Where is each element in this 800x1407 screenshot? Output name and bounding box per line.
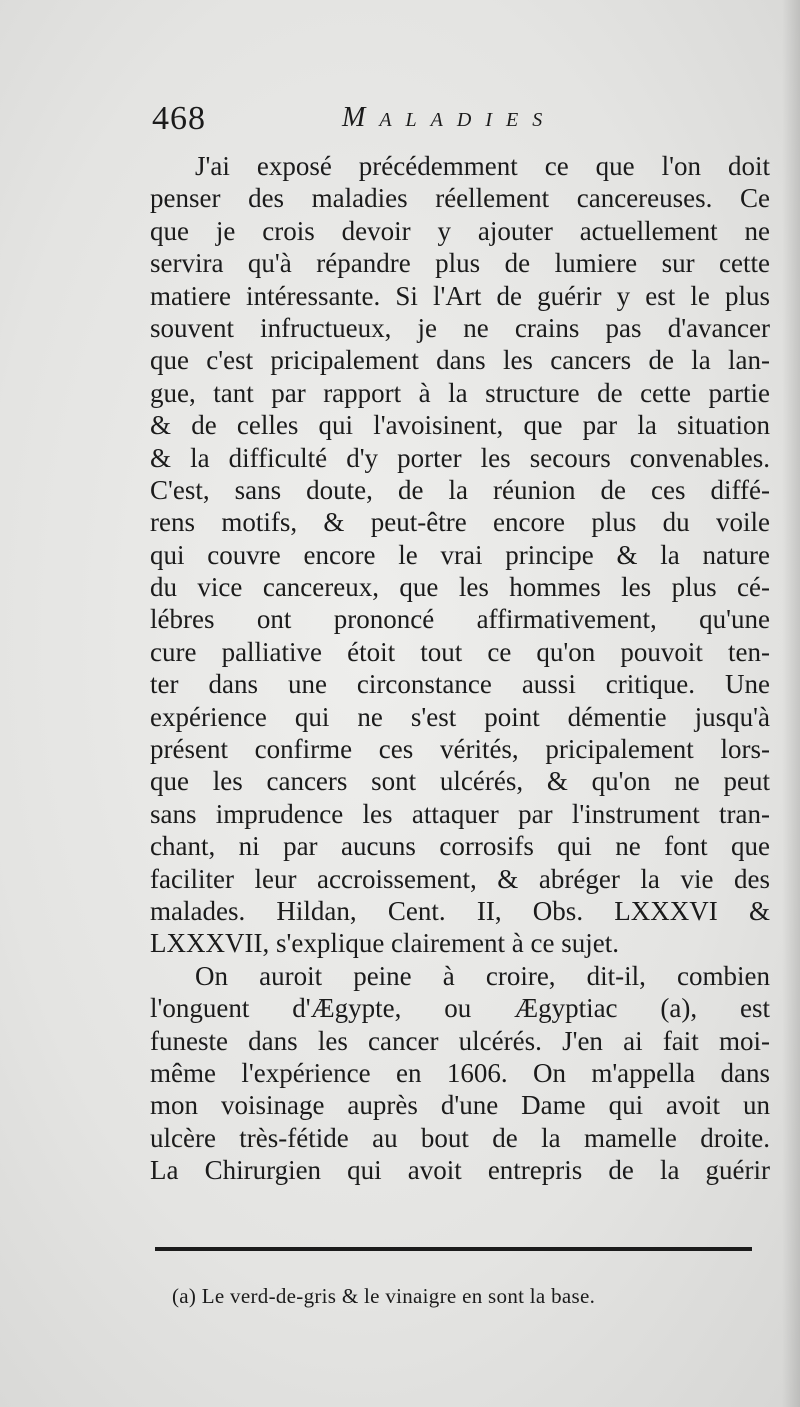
text-line: matiere intéressante. Si l'Art de guérir y est le plus	[150, 280, 770, 311]
text-line: qui couvre encore le vrai principe & la nature	[150, 539, 770, 570]
text-line: servira qu'à répandre plus de lumiere sur cette	[150, 248, 770, 279]
text-line: que je crois devoir y ajouter actuellement ne	[150, 215, 770, 246]
text-line: & la difficulté d'y porter les secours convenables.	[150, 442, 770, 473]
text-line: présent confirme ces vérités, pricipalement lors-	[150, 734, 770, 765]
page-edge-shadow	[782, 0, 800, 1407]
page-number: 468	[152, 100, 206, 137]
text-line: & de celles qui l'avoisinent, que par la situation	[150, 410, 770, 441]
text-line: La Chirurgien qui avoit entrepris de la guérir	[150, 1155, 770, 1186]
text-line: cure palliative étoit tout ce qu'on pouvoit ten-	[150, 636, 770, 667]
text-line: expérience qui ne s'est point démentie jusqu'à	[150, 701, 770, 732]
text-line: penser des maladies réellement cancereuses. Ce	[150, 183, 770, 214]
footnote-rule	[155, 1247, 752, 1251]
text-line: mon voisinage auprès d'une Dame qui avoit un	[150, 1090, 770, 1121]
text-line: du vice cancereux, que les hommes les plus cé-	[150, 572, 770, 603]
text-line: On auroit peine à croire, dit-il, combien	[195, 960, 770, 991]
text-line: C'est, sans doute, de la réunion de ces diffé-	[150, 474, 770, 505]
text-line: malades. Hildan, Cent. II, Obs. LXXXVI &	[150, 895, 770, 926]
text-line: souvent infructueux, je ne crains pas d'avancer	[150, 312, 770, 343]
text-line: même l'expérience en 1606. On m'appella dans	[150, 1057, 770, 1088]
text-line: chant, ni par aucuns corrosifs qui ne font que	[150, 831, 770, 862]
text-line: J'ai exposé précédemment ce que l'on doit	[195, 151, 770, 181]
text-line: funeste dans les cancer ulcérés. J'en ai fait moi-	[150, 1025, 770, 1056]
text-line: ulcère très-fétide au bout de la mamelle droite.	[150, 1122, 770, 1153]
text-line: gue, tant par rapport à la structure de cette partie	[150, 377, 770, 408]
text-line: lébres ont prononcé affirmativement, qu'une	[150, 604, 770, 635]
text-line: LXXXVII, s'explique clairement à ce sujet.	[150, 928, 619, 959]
running-title: Maladies	[342, 102, 557, 133]
text-line: que les cancers sont ulcérés, & qu'on ne peut	[150, 766, 770, 797]
body-text	[150, 150, 770, 1187]
text-line: ter dans une circonstance aussi critique. Une	[150, 669, 770, 700]
text-line: l'onguent d'Ægypte, ou Ægyptiac (a), est	[150, 993, 770, 1024]
running-head	[152, 100, 772, 148]
text-line: rens motifs, & peut-être encore plus du voile	[150, 507, 770, 538]
text-line: faciliter leur accroissement, & abréger la vie des	[150, 863, 770, 894]
text-line: que c'est pricipalement dans les cancers de la lan-	[150, 345, 770, 376]
footnote: (a) Le verd-de-gris & le vinaigre en sont la base.	[172, 1284, 596, 1308]
text-line: sans imprudence les attaquer par l'instrument tran-	[150, 798, 770, 829]
